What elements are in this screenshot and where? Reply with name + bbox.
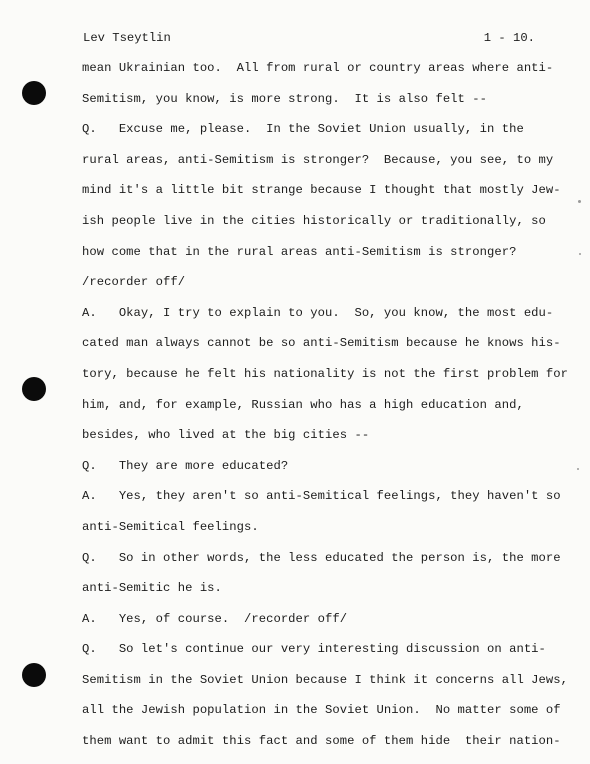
transcript-line: Q. Excuse me, please. In the Soviet Union usually, in the bbox=[82, 122, 524, 137]
transcript-line: anti-Semitical feelings. bbox=[82, 519, 259, 534]
transcript-line: A. Yes, they aren't so anti-Semitical feelings, they haven't so bbox=[82, 489, 561, 504]
transcript-line: mean Ukrainian too. All from rural or country areas where anti- bbox=[82, 61, 554, 75]
transcript-line: A. Yes, of course. /recorder off/ bbox=[82, 611, 348, 626]
paper-speck bbox=[578, 200, 581, 203]
punch-hole bbox=[22, 377, 46, 401]
speaker-name: Lev Tseytlin bbox=[83, 31, 171, 45]
transcript-line: A. Okay, I try to explain to you. So, you know, the most edu- bbox=[82, 305, 554, 320]
transcript-line: them want to admit this fact and some of them hide their nation- bbox=[82, 734, 561, 749]
transcript-line: cated man always cannot be so anti-Semitism because he knows his- bbox=[82, 336, 561, 351]
transcript-line: mind it's a little bit strange because I thought that mostly Jew- bbox=[82, 183, 561, 198]
transcript-line: how come that in the rural areas anti-Semitism is stronger? bbox=[82, 244, 517, 259]
page-number: 1 - 10. bbox=[483, 31, 535, 45]
transcript-line: Semitism, you know, is more strong. It is also felt -- bbox=[82, 91, 488, 106]
transcript-line: Q. So in other words, the less educated the person is, the more bbox=[82, 550, 561, 565]
transcript-line: Semitism in the Soviet Union because I think it concerns all Jews, bbox=[82, 672, 569, 687]
transcript-line: tory, because he felt his nationality is not the first problem for bbox=[82, 366, 569, 381]
recorder-note: /recorder off/ bbox=[82, 275, 186, 290]
transcript-line: rural areas, anti-Semitism is stronger? Because, you see, to my bbox=[82, 152, 554, 167]
page-header bbox=[83, 28, 535, 48]
punch-hole bbox=[22, 663, 46, 687]
punch-hole bbox=[22, 81, 46, 105]
transcript-line: Q. So let's continue our very interesting discussion on anti- bbox=[82, 642, 546, 657]
transcript-line: anti-Semitic he is. bbox=[82, 581, 222, 596]
transcript-body bbox=[82, 60, 569, 764]
transcript-line: him, and, for example, Russian who has a high education and, bbox=[82, 397, 524, 412]
paper-speck bbox=[579, 253, 581, 255]
paper-speck bbox=[577, 468, 579, 470]
transcript-line: besides, who lived at the big cities -- bbox=[82, 428, 370, 443]
transcript-line: Q. They are more educated? bbox=[82, 458, 289, 473]
transcript-line: ish people live in the cities historically or traditionally, so bbox=[82, 213, 546, 228]
transcript-line: all the Jewish population in the Soviet Union. No matter some of bbox=[82, 703, 561, 718]
